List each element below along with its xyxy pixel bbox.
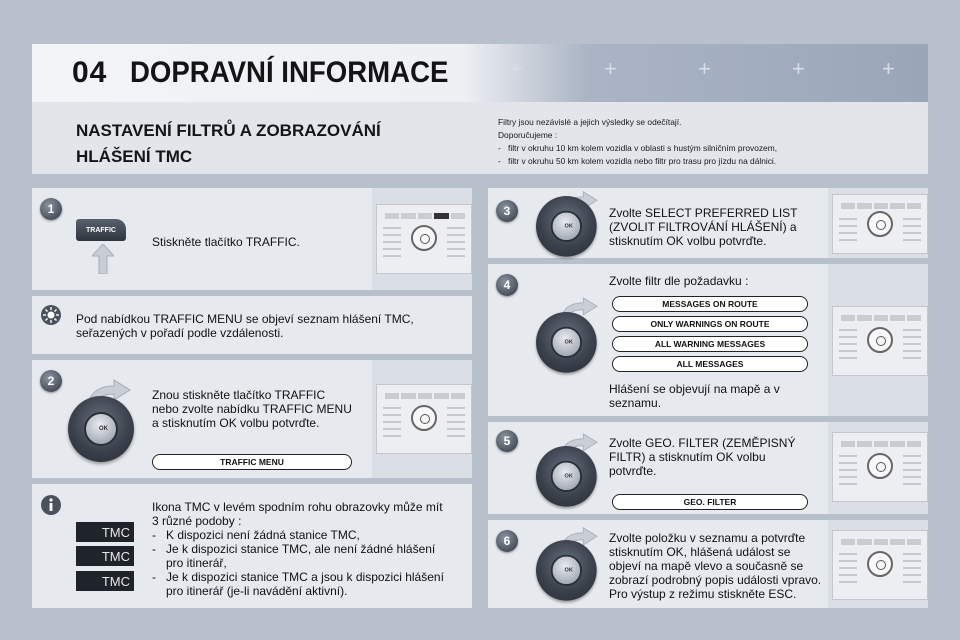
- traffic-button[interactable]: [76, 219, 126, 241]
- knob-label: OK: [564, 473, 573, 480]
- step-4-heading: Zvolte filtr dle požadavku :: [609, 274, 749, 288]
- step-line: stisknutím OK, hlášená událost se: [609, 545, 791, 559]
- step-2-badge: [40, 370, 62, 392]
- map-plus-icon: +: [510, 56, 523, 81]
- step-1-badge: [40, 198, 62, 220]
- step-number: 3: [503, 204, 511, 218]
- knob-label: OK: [564, 223, 573, 230]
- radio-panel-image: [832, 432, 928, 502]
- step-number: 5: [503, 434, 511, 448]
- step-line: Hlášení se objevují na mapě a v: [609, 382, 780, 396]
- step-line: objeví na mapě vlevo a současně se: [609, 559, 804, 573]
- press-arrow-icon: [92, 244, 114, 274]
- step-line: Zvolte položku v seznamu a potvrďte: [609, 531, 806, 545]
- step-3-text: [609, 206, 798, 248]
- info-line: 3 různé podoby :: [152, 514, 242, 528]
- step-number: 6: [503, 534, 511, 548]
- option-label: ALL WARNING MESSAGES: [654, 339, 766, 349]
- tip-line: seřazených v pořadí podle vzdálenosti.: [76, 326, 284, 340]
- step-6-badge: [496, 530, 518, 552]
- map-plus-icon: +: [882, 56, 895, 81]
- step-number: 1: [47, 202, 55, 216]
- map-plus-icon: +: [792, 56, 805, 81]
- step-number: 2: [47, 374, 55, 388]
- radio-panel-image: [832, 306, 928, 376]
- tip-sun-icon: [40, 304, 62, 326]
- geo-filter-pill[interactable]: [612, 494, 808, 510]
- option-all-warning-messages[interactable]: [612, 336, 808, 352]
- section-number: 04: [72, 56, 108, 89]
- intro-notes: [498, 116, 777, 168]
- step-5-text: [609, 436, 795, 478]
- map-plus-icon: +: [604, 56, 617, 81]
- knob-label: OK: [564, 339, 573, 346]
- tmc-icon-no-station: [76, 522, 134, 542]
- tmc-icon-with-messages: [76, 571, 134, 591]
- radio-panel-image: [376, 204, 472, 274]
- info-bullet-cont: pro itinerář,: [166, 556, 227, 570]
- knob-label: OK: [99, 426, 108, 432]
- step-4-after-text: [609, 382, 780, 410]
- option-only-warnings-on-route[interactable]: [612, 316, 808, 332]
- step-2-text: [152, 388, 352, 430]
- step-line: FILTR) a stisknutím OK volbu: [609, 450, 766, 464]
- radio-panel-image: [832, 194, 928, 254]
- pill-label: TRAFFIC MENU: [220, 457, 284, 467]
- info-bullet: Je k dispozici stanice TMC, ale není žádné hlášení: [166, 542, 436, 556]
- step-line: Zvolte GEO. FILTER (ZEMĚPISNÝ: [609, 436, 796, 450]
- note-bullet: - filtr v okruhu 50 km kolem vozidla nebo filtr pro trasu pro jízdu na dálnici.: [498, 155, 777, 168]
- step-line: (ZVOLIT FILTROVÁNÍ HLÁŠENÍ) a: [609, 220, 797, 234]
- info-line: Ikona TMC v levém spodním rohu obrazovky může mít: [152, 500, 443, 514]
- option-label: MESSAGES ON ROUTE: [662, 299, 758, 309]
- map-plus-icon: +: [698, 56, 711, 81]
- radio-panel-image: [376, 384, 472, 454]
- step-3-badge: [496, 200, 518, 222]
- tmc-label: TMC: [101, 524, 130, 540]
- step-5-badge: [496, 430, 518, 452]
- ok-knob[interactable]: [536, 540, 597, 601]
- tmc-icon-no-messages: [76, 546, 134, 566]
- note-text: Doporučujeme :: [498, 130, 558, 140]
- step-line: zobrazí podrobný popis události vpravo.: [609, 573, 822, 587]
- option-label: ONLY WARNINGS ON ROUTE: [650, 319, 770, 329]
- ok-knob[interactable]: [536, 446, 597, 507]
- tip-text: [76, 312, 414, 340]
- traffic-button-label: TRAFFIC: [86, 226, 116, 234]
- page-title: DOPRAVNÍ INFORMACE: [130, 56, 449, 89]
- step-line: nebo zvolte nabídku TRAFFIC MENU: [152, 402, 352, 416]
- step-4-badge: [496, 274, 518, 296]
- info-bullet: Je k dispozici stanice TMC a jsou k dispozici hlášení: [166, 570, 444, 584]
- info-bullet: K dispozici není žádná stanice TMC,: [166, 528, 360, 542]
- radio-panel-image: [832, 530, 928, 600]
- step-6-text: [609, 531, 821, 601]
- note-bullet: - filtr v okruhu 10 km kolem vozidla v oblasti s hustým silničním provozem,: [498, 142, 777, 155]
- note-text: Filtry jsou nezávislé a jejich výsledky se odečítají.: [498, 117, 682, 127]
- step-line: Zvolte SELECT PREFERRED LIST: [609, 206, 798, 220]
- knob-label: OK: [564, 567, 573, 574]
- option-messages-on-route[interactable]: [612, 296, 808, 312]
- heading-line: NASTAVENÍ FILTRŮ A ZOBRAZOVÁNÍ: [76, 121, 381, 140]
- step-line: stisknutím OK volbu potvrďte.: [609, 234, 767, 248]
- step-line: potvrďte.: [609, 464, 657, 478]
- step-line: Pro výstup z režimu stiskněte ESC.: [609, 587, 797, 601]
- tmc-label: TMC: [101, 573, 130, 589]
- info-text: Ikona TMC v levém spodním rohu obrazovky může mít 3 různé podoby : - K dispozici není žádná stanice TMC, - Je k dispozici stanice TMC, ale není žádné hlášení pro itinerář, - Je k dispozici stanice TMC a jsou k dispozici hlášení pro itinerář (je-li navádění aktivní).: [152, 500, 444, 598]
- pill-label: GEO. FILTER: [683, 497, 737, 507]
- ok-knob[interactable]: [68, 396, 134, 462]
- info-icon: [40, 494, 62, 516]
- step-number: 4: [503, 278, 511, 292]
- step-line: seznamu.: [609, 396, 662, 410]
- info-bullet-cont: pro itinerář (je-li navádění aktivní).: [166, 584, 348, 598]
- section-heading: [76, 118, 381, 170]
- tip-line: Pod nabídkou TRAFFIC MENU se objeví seznam hlášení TMC,: [76, 312, 414, 326]
- traffic-menu-pill[interactable]: [152, 454, 352, 470]
- heading-line: HLÁŠENÍ TMC: [76, 147, 193, 166]
- step-line: a stisknutím OK volbu potvrďte.: [152, 416, 320, 430]
- step-1-text: Stiskněte tlačítko TRAFFIC.: [152, 235, 300, 249]
- option-label: ALL MESSAGES: [676, 359, 744, 369]
- ok-knob[interactable]: [536, 196, 597, 257]
- step-line: Znou stiskněte tlačítko TRAFFIC: [152, 388, 326, 402]
- tmc-label: TMC: [101, 548, 130, 564]
- ok-knob[interactable]: [536, 312, 597, 373]
- option-all-messages[interactable]: [612, 356, 808, 372]
